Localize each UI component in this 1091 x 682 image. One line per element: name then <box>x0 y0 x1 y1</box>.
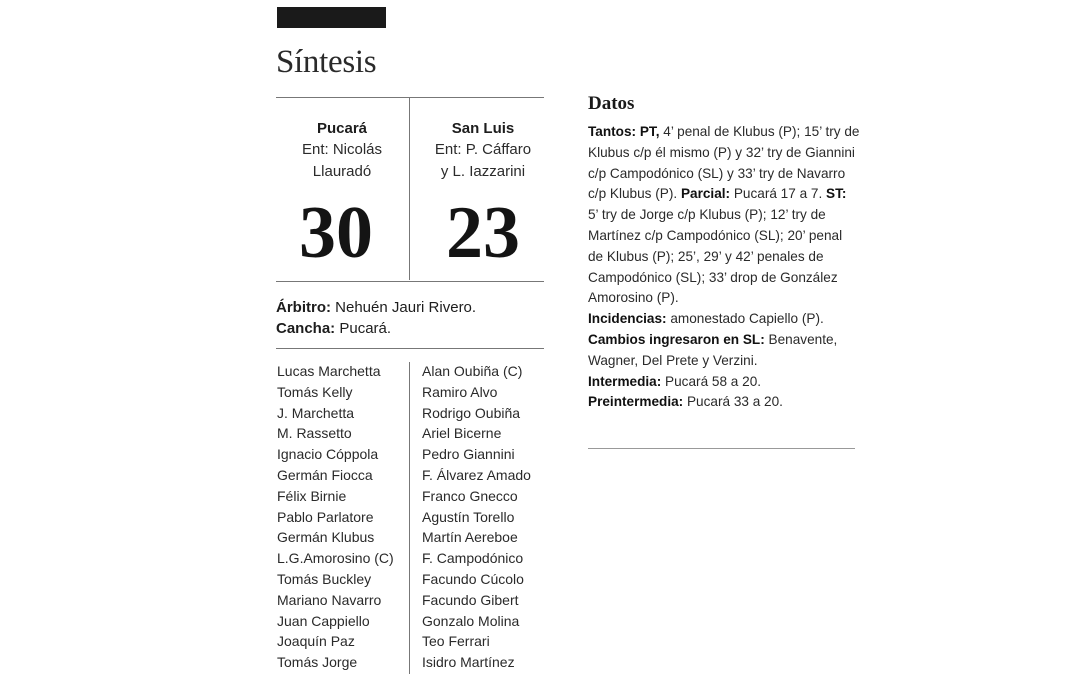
home-player: Tomás Jorge <box>277 654 358 671</box>
home-team-block <box>275 118 409 183</box>
away-coach-line1: Ent: P. Cáffaro <box>434 141 532 158</box>
home-coach-line2: Llauradó <box>312 163 372 180</box>
away-team-block <box>416 118 550 183</box>
home-lineup <box>277 361 394 673</box>
venue-line <box>276 318 391 339</box>
home-player: Tomás Kelly <box>277 383 353 400</box>
tantos-text: 4’ penal de Klubus (P); 15’ try de Klubus c/p él mismo (P) y 32’ try de Giannini c/p Campodónico (SL) y 33’ try de Navarro c/p Klubus (P). <box>588 124 860 202</box>
tantos-label: Tantos: PT, <box>588 124 660 139</box>
away-team-name: San Luis <box>451 120 515 137</box>
home-player: L.G.Amorosino (C) <box>277 550 394 567</box>
away-player: Rodrigo Oubiña <box>422 404 521 421</box>
away-player: Isidro Martínez <box>422 654 515 671</box>
venue-value: Pucará. <box>335 320 392 337</box>
away-lineup <box>422 361 531 673</box>
cambios-text: Benavente, Wagner, Del Prete y Verzini. <box>588 331 838 368</box>
away-score: 23 <box>446 192 520 274</box>
page-title: Síntesis <box>276 44 377 80</box>
home-coach-line1: Ent: Nicolás <box>301 141 383 158</box>
away-player: Pedro Giannini <box>422 446 515 463</box>
home-player: Germán Klubus <box>277 529 375 546</box>
datos-body <box>588 122 860 413</box>
home-player: Ignacio Cóppola <box>277 446 379 463</box>
intermedia-label: Intermedia: <box>588 373 662 389</box>
away-player: Teo Ferrari <box>422 633 490 650</box>
preintermedia-label: Preintermedia: <box>588 394 684 410</box>
home-player: Félix Birnie <box>277 487 347 504</box>
home-player: Juan Cappiello <box>277 612 370 629</box>
away-player: Ariel Bicerne <box>422 425 502 442</box>
away-player: Facundo Cúcolo <box>422 570 524 587</box>
divider-teams <box>409 97 410 280</box>
away-player: Alan Oubiña (C) <box>422 363 523 379</box>
home-player: Pablo Parlatore <box>277 508 374 525</box>
away-player: Facundo Gibert <box>422 591 519 608</box>
home-player: M. Rassetto <box>277 425 352 442</box>
parcial-text: Pucará 17 a 7. <box>730 186 827 202</box>
venue-label: Cancha: <box>276 320 336 337</box>
away-player: Ramiro Alvo <box>422 383 498 400</box>
home-team-name: Pucará <box>316 120 368 137</box>
cambios-label: Cambios ingresaron en SL: <box>588 331 765 347</box>
away-player: F. Campodónico <box>422 550 524 567</box>
referee-label: Árbitro: <box>276 299 331 316</box>
away-player: Agustín Torello <box>422 508 515 525</box>
away-player: F. Álvarez Amado <box>422 466 531 483</box>
datos-bottom-divider <box>588 448 855 449</box>
preintermedia-text: Pucará 33 a 20. <box>683 394 783 410</box>
away-player: Franco Gnecco <box>422 487 518 504</box>
referee-value: Nehuén Jauri Rivero. <box>331 299 477 316</box>
home-player: Mariano Navarro <box>277 591 382 608</box>
referee-line <box>276 297 476 318</box>
home-player: Joaquín Paz <box>277 633 355 650</box>
away-coach-line2: y L. Iazzarini <box>440 163 526 180</box>
home-player: J. Marchetta <box>277 404 355 421</box>
home-player: Tomás Buckley <box>277 570 372 587</box>
home-player: Lucas Marchetta <box>277 363 381 379</box>
intermedia-text: Pucará 58 a 20. <box>661 373 762 389</box>
home-player: Germán Fiocca <box>277 466 373 483</box>
away-player: Gonzalo Molina <box>422 612 520 629</box>
section-header-bar <box>277 7 386 28</box>
divider-lineups-vertical <box>409 362 410 674</box>
away-player: Martín Aereboe <box>422 529 518 546</box>
divider-lineups <box>276 348 544 349</box>
parcial-label: Parcial: <box>680 186 731 202</box>
divider-middle <box>276 281 544 282</box>
home-score: 30 <box>299 192 373 274</box>
st-label: ST: <box>826 186 847 202</box>
st-text: 5’ try de Jorge c/p Klubus (P); 12’ try de Martínez c/p Campodónico (SL); 20’ penal de Klubus (P); 25’, 29’ y 42’ penales de Campodónico (SL); 33’ drop de González Amorosino (P). <box>588 207 843 306</box>
incidencias-label: Incidencias: <box>588 311 667 327</box>
datos-title: Datos <box>588 93 635 114</box>
incidencias-text: amonestado Capiello (P). <box>666 311 824 327</box>
divider-top <box>276 97 544 98</box>
